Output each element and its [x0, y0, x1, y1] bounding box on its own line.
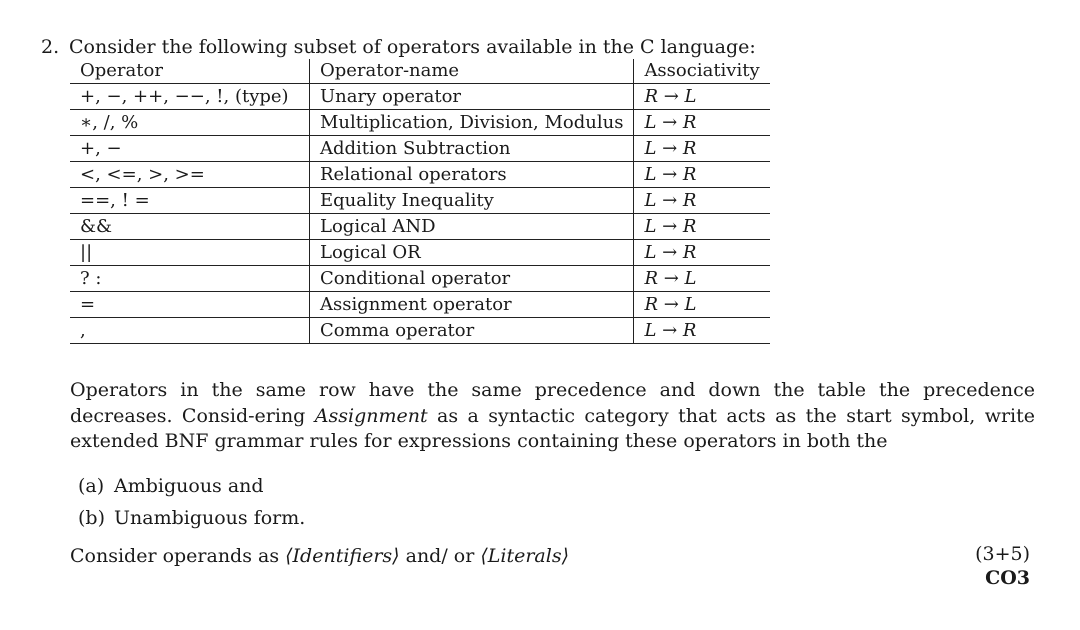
table-row [70, 240, 770, 266]
associativity-cell: L → R [634, 110, 770, 136]
associativity-cell: R → L [634, 84, 770, 110]
paragraph-text-before: Operators in the same row have the same precedence and down the table the precedence decreases. Consid-ering [70, 379, 1035, 427]
operator-cell: = [70, 292, 310, 318]
operator-name-cell: Assignment operator [310, 292, 634, 318]
operator-name-cell: Addition Subtraction [310, 136, 634, 162]
header-operator-name: Operator-name [310, 59, 634, 84]
table-header-row [70, 59, 770, 84]
sub-questions-list [78, 470, 305, 534]
option-text: Unambiguous form. [114, 507, 306, 529]
operand-literals: ⟨Literals⟩ [480, 545, 569, 567]
marks-block [975, 542, 1030, 590]
associativity-cell: R → L [634, 266, 770, 292]
operator-cell: +, −, ++, −−, !, (type) [70, 84, 310, 110]
table-row [70, 110, 770, 136]
table-row [70, 84, 770, 110]
table-row [70, 318, 770, 344]
operator-cell: , [70, 318, 310, 344]
operands-note [70, 545, 569, 567]
operator-name-cell: Comma operator [310, 318, 634, 344]
table-row [70, 136, 770, 162]
associativity-cell: L → R [634, 240, 770, 266]
assignment-term: Assignment [314, 404, 428, 427]
associativity-cell: L → R [634, 318, 770, 344]
operator-name-cell: Conditional operator [310, 266, 634, 292]
header-operator: Operator [70, 59, 310, 84]
option-label: (b) [78, 507, 105, 529]
list-item [78, 470, 305, 502]
marks-value: (3+5) [975, 543, 1030, 565]
operator-name-cell: Logical OR [310, 240, 634, 266]
operands-prefix: Consider operands as [70, 545, 286, 567]
option-label: (a) [78, 475, 105, 497]
operators-table [70, 59, 770, 344]
header-associativity: Associativity [634, 59, 770, 84]
operator-name-cell: Equality Inequality [310, 188, 634, 214]
question-intro-text: Consider the following subset of operators available in the C language: [69, 36, 756, 58]
operator-cell: || [70, 240, 310, 266]
course-outcome: CO3 [985, 567, 1030, 589]
question-number: 2. [41, 36, 60, 58]
operator-name-cell: Relational operators [310, 162, 634, 188]
table-row [70, 162, 770, 188]
operator-cell: && [70, 214, 310, 240]
operator-cell: <, <=, >, >= [70, 162, 310, 188]
operator-name-cell: Logical AND [310, 214, 634, 240]
associativity-cell: L → R [634, 136, 770, 162]
paragraph-text-after: as a syntactic category that acts as the start symbol, write extended BNF grammar rules for expressions containing these operators in both the [70, 404, 1036, 452]
list-item [78, 502, 305, 534]
question-intro [41, 36, 756, 58]
table-row [70, 214, 770, 240]
table-row [70, 292, 770, 318]
table-row [70, 188, 770, 214]
operand-identifiers: ⟨Identifiers⟩ [285, 545, 400, 567]
associativity-cell: L → R [634, 214, 770, 240]
associativity-cell: R → L [634, 292, 770, 318]
option-text: Ambiguous and [114, 475, 264, 497]
associativity-cell: L → R [634, 162, 770, 188]
operator-name-cell: Unary operator [310, 84, 634, 110]
operands-middle: and/ or [399, 545, 481, 567]
instructions-paragraph [70, 378, 1035, 455]
table-row [70, 266, 770, 292]
operator-cell: +, − [70, 136, 310, 162]
associativity-cell: L → R [634, 188, 770, 214]
operator-cell: ? : [70, 266, 310, 292]
operator-name-cell: Multiplication, Division, Modulus [310, 110, 634, 136]
operator-cell: ==, ! = [70, 188, 310, 214]
operator-cell: ∗, /, % [70, 110, 310, 136]
